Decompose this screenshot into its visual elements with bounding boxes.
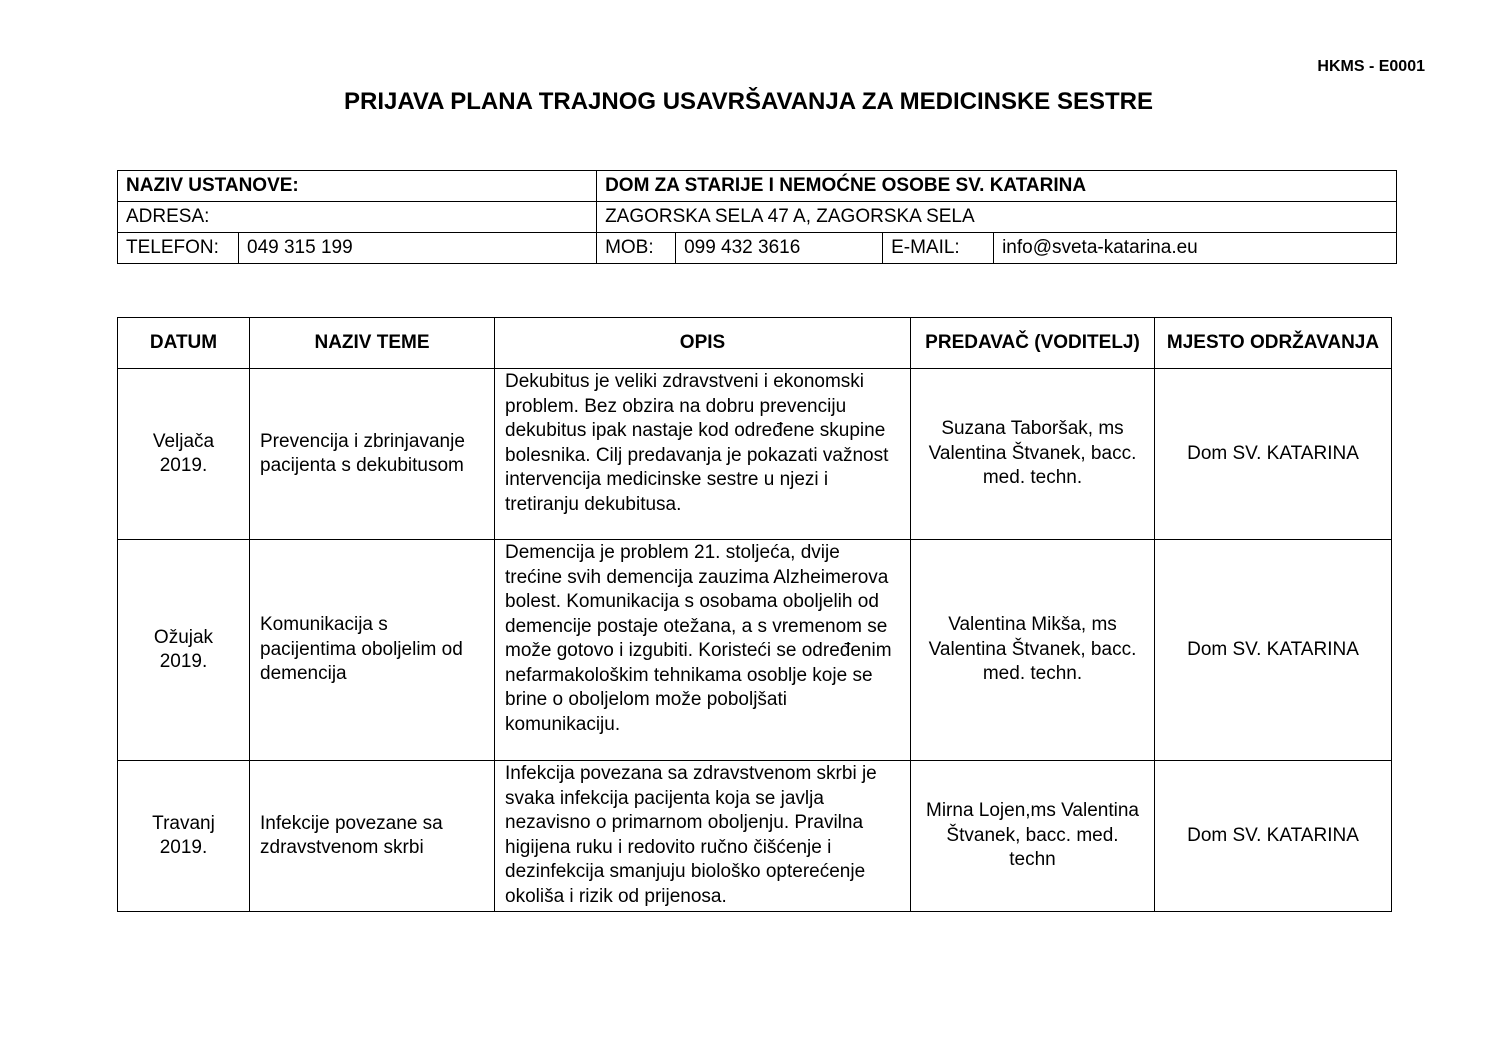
column-header: NAZIV TEME xyxy=(250,318,495,369)
address-value: ZAGORSKA SELA 47 A, ZAGORSKA SELA xyxy=(597,202,1397,233)
lecturer-cell: Mirna Lojen,ms Valentina Štvanek, bacc. med. techn xyxy=(911,761,1155,912)
column-header: DATUM xyxy=(118,318,250,369)
email-label: E-MAIL: xyxy=(883,233,994,264)
institution-address-row xyxy=(118,202,1397,233)
location-cell: Dom SV. KATARINA xyxy=(1155,369,1392,540)
topic-cell: Infekcije povezane sa zdravstvenom skrbi xyxy=(250,761,495,912)
mob-label: MOB: xyxy=(597,233,676,264)
column-header: MJESTO ODRŽAVANJA xyxy=(1155,318,1392,369)
phone-label: TELEFON: xyxy=(118,233,239,264)
phone-value: 049 315 199 xyxy=(239,233,597,264)
location-cell: Dom SV. KATARINA xyxy=(1155,761,1392,912)
institution-name-value: DOM ZA STARIJE I NEMOĆNE OSOBE SV. KATARINA xyxy=(597,171,1397,202)
column-header: OPIS xyxy=(495,318,911,369)
date-cell: Ožujak 2019. xyxy=(118,540,250,761)
description-cell: Dekubitus je veliki zdravstveni i ekonomski problem. Bez obzira na dobru prevenciju dekubitus ipak nastaje kod određene skupine bolesnika. Cilj predavanja je pokazati važnost intervencija medicinske sestre u njezi i tretiranju dekubitusa. xyxy=(495,369,911,540)
topic-cell: Prevencija i zbrinjavanje pacijenta s dekubitusom xyxy=(250,369,495,540)
location-cell: Dom SV. KATARINA xyxy=(1155,540,1392,761)
column-header: PREDAVAČ (VODITELJ) xyxy=(911,318,1155,369)
table-row xyxy=(118,369,1392,540)
email-value: info@sveta-katarina.eu xyxy=(994,233,1397,264)
date-cell: Veljača 2019. xyxy=(118,369,250,540)
description-cell: Demencija je problem 21. stoljeća, dvije trećine svih demencija zauzima Alzheimerova bolest. Komunikacija s osobama oboljelih od demencije postaje otežana, a s vremenom se može gotovo i izgubiti. Koristeći se određenim nefarmakološkim tehnikama osoblje koje se brine o oboljelom može poboljšati komunikaciju. xyxy=(495,540,911,761)
lecturer-cell: Valentina Mikša, ms Valentina Štvanek, bacc. med. techn. xyxy=(911,540,1155,761)
document-code: HKMS - E0001 xyxy=(1317,58,1425,75)
plan-header-row xyxy=(118,318,1392,369)
description-cell: Infekcija povezana sa zdravstvenom skrbi je svaka infekcija pacijenta koja se javlja nezavisno o primarnom oboljenju. Pravilna higijena ruku i redovito ručno čišćenje i dezinfekcija smanjuju biološko opterećenje okoliša i rizik od prijenosa. xyxy=(495,761,911,912)
page-title: PRIJAVA PLANA TRAJNOG USAVRŠAVANJA ZA MEDICINSKE SESTRE xyxy=(344,88,1153,115)
topic-cell: Komunikacija s pacijentima oboljelim od demencija xyxy=(250,540,495,761)
address-label: ADRESA: xyxy=(118,202,597,233)
mob-value: 099 432 3616 xyxy=(676,233,883,264)
institution-contact-row xyxy=(118,233,1397,264)
table-row xyxy=(118,540,1392,761)
date-cell: Travanj 2019. xyxy=(118,761,250,912)
lecturer-cell: Suzana Taboršak, ms Valentina Štvanek, bacc. med. techn. xyxy=(911,369,1155,540)
institution-name-label: NAZIV USTANOVE: xyxy=(118,171,597,202)
table-row xyxy=(118,761,1392,912)
institution-name-row xyxy=(118,171,1397,202)
plan-table xyxy=(117,317,1392,912)
institution-table xyxy=(117,170,1397,264)
